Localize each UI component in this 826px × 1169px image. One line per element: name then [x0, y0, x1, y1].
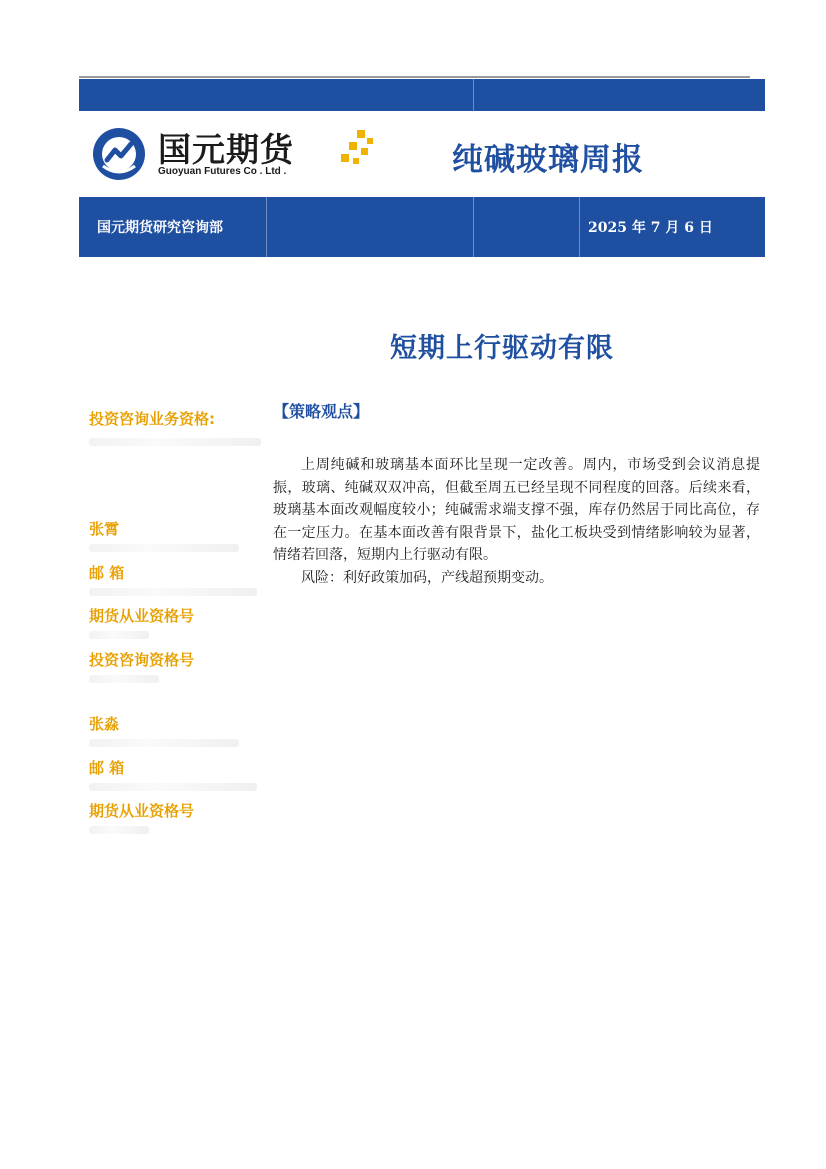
logo-chinese-name: 国元期货 — [158, 130, 294, 169]
redacted-text — [89, 826, 149, 834]
futures-license-label: 期货从业资格号 — [89, 607, 195, 625]
logo-english-name: Guoyuan Futures Co . Ltd . — [158, 166, 287, 177]
consult-license-label: 投资咨询资格号 — [89, 651, 195, 669]
strategy-body — [273, 454, 760, 589]
band-divider — [473, 79, 474, 111]
redacted-text — [89, 631, 149, 639]
report-date: 2025 年 7 月 6 日 — [588, 220, 713, 236]
redacted-text — [89, 544, 239, 552]
strategy-paragraph: 上周纯碱和玻璃基本面环比呈现一定改善。周内，市场受到会议消息提振，玻璃、纯碱双双冲高，但截至周五已经呈现不同程度的回落。后续来看，玻璃基本面改观幅度较小；纯碱需求端支撑不强，库存仍然居于同比高位，存在一定压力。在基本面改善有限背景下，盐化工板块受到情绪影响较为显著，情绪若回落，短期内上行驱动有限。 — [273, 457, 760, 563]
redacted-text — [89, 675, 159, 683]
redacted-text — [89, 588, 257, 596]
band-divider — [579, 197, 580, 257]
top-rule — [79, 76, 750, 78]
logo-squares-icon — [337, 130, 377, 170]
redacted-text — [89, 783, 257, 791]
department-name: 国元期货研究咨询部 — [97, 220, 223, 236]
email-label: 邮 箱 — [89, 564, 125, 582]
header-band-top — [79, 79, 765, 111]
strategy-heading: 【策略观点】 — [273, 402, 370, 421]
futures-license-label: 期货从业资格号 — [89, 802, 195, 820]
analyst-name: 张霄 — [89, 520, 120, 538]
report-title: 纯碱玻璃周报 — [452, 142, 644, 178]
analyst-name: 张淼 — [89, 715, 120, 733]
band-divider — [473, 197, 474, 257]
guoyuan-logo-icon — [91, 126, 147, 182]
header-band-bottom — [79, 197, 765, 257]
report-headline: 短期上行驱动有限 — [390, 333, 614, 364]
redacted-text — [89, 438, 261, 446]
risk-paragraph: 风险：利好政策加码，产线超预期变动。 — [301, 569, 553, 586]
band-divider — [266, 197, 267, 257]
redacted-text — [89, 739, 239, 747]
qualification-label: 投资咨询业务资格: — [89, 410, 215, 428]
email-label: 邮 箱 — [89, 759, 125, 777]
